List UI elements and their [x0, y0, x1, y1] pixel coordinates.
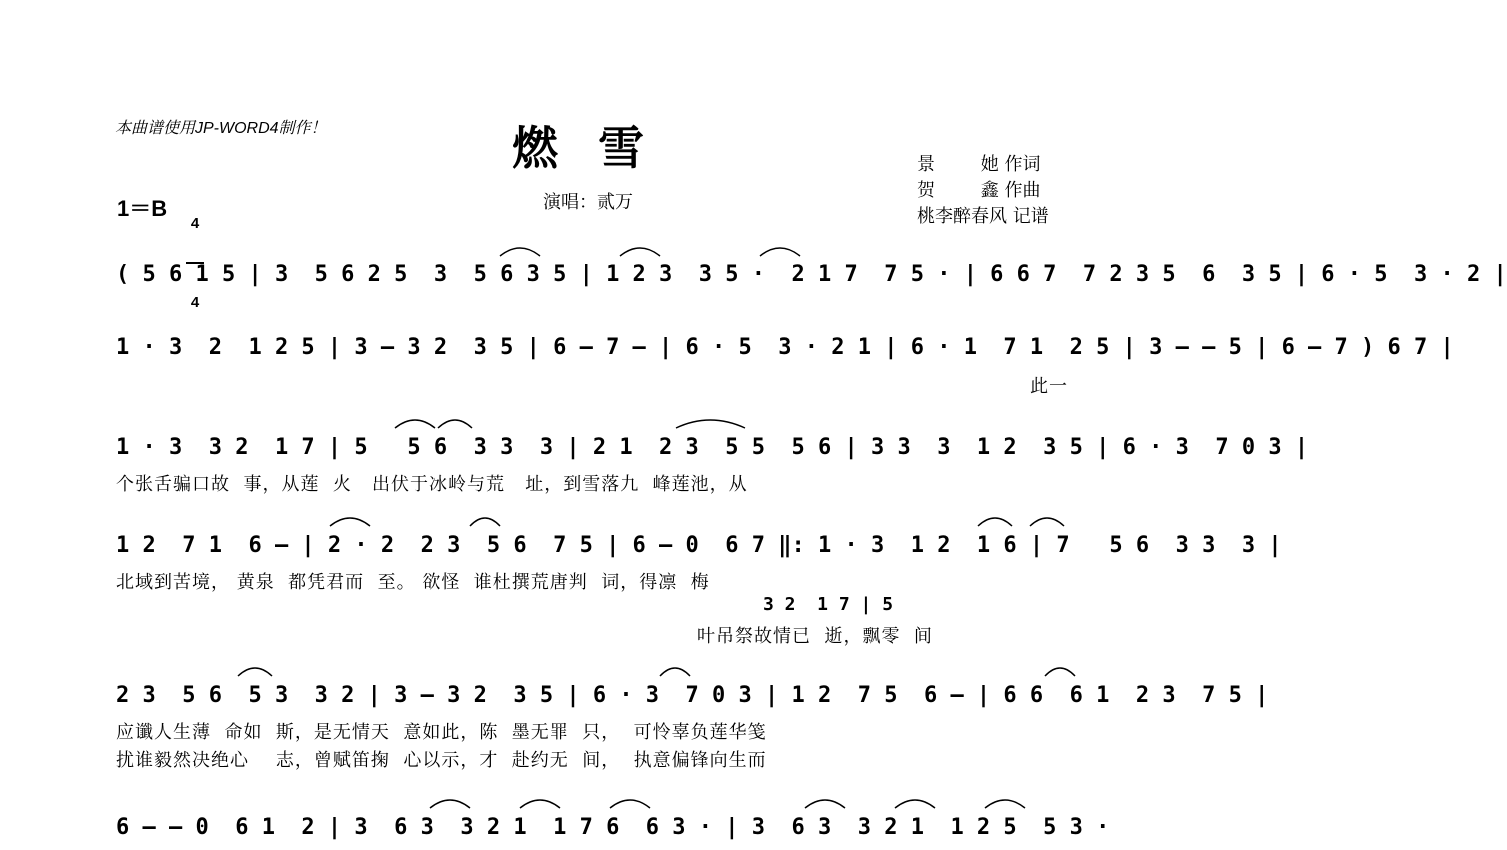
lyric-line-3: 个张舌骗口故 事，从莲 火 出伏于冰岭与荒 址，到雪落九 峰莲池，从 — [116, 474, 748, 495]
singer-credit: 演唱：贰万 — [543, 192, 633, 213]
lyric-line-4: 北域到苦境， 黄泉 都凭君而 至。 欲怪 谁杜撰荒唐判 词，得凛 梅 — [116, 572, 710, 593]
notation-line-3: 1 · 3 3 2 1 7 | 5 5 6 3 3 3 | 2 1 2 3 5 5 5 6 | 3 3 3 1 2 3 5 | 6 · 3 7 0 3 | — [116, 435, 1309, 460]
software-watermark: 本曲谱使用JP-WORD4制作！ — [115, 120, 327, 137]
lyric-line-5b: 扰谁毅然决绝心 志，曾赋笛掬 心以示，才 赴约无 间， 执意偏锋向生而 — [116, 750, 767, 771]
lyric-line-2: 此一 — [1030, 376, 1068, 397]
transcriber-credit: 桃李醉春风 记谱 — [917, 206, 1049, 227]
key-signature: 1＝B — [117, 196, 168, 221]
lyric-line-5a: 应谶人生薄 命如 斯，是无情天 意如此，陈 墨无罪 只， 可怜辜负莲华笺 — [116, 722, 767, 743]
lyric-line-4b: 叶吊祭故情已 逝，飘零 间 — [697, 626, 933, 647]
notation-line-1: ( 5 6 1 5 | 3 5 6 2 5 3 5 6 3 5 | 1 2 3 3 5 · 2 1 7 7 5 · | 6 6 7 7 2 3 5 6 3 5 | 6 · 5 3 · 2 | — [116, 262, 1507, 287]
time-signature-bottom: 4 — [190, 294, 200, 311]
notation-line-4: 1 2 7 1 6 – | 2 · 2 2 3 5 6 7 5 | 6 – 0 6 7 ‖: 1 · 3 1 2 1 6 | 7 5 6 3 3 3 | — [116, 533, 1282, 558]
notation-line-4b: 3 2 1 7 | 5 — [763, 594, 894, 615]
notation-line-5: 2 3 5 6 5 3 3 2 | 3 – 3 2 3 5 | 6 · 3 7 0 3 | 1 2 7 5 6 – | 6 6 6 1 2 3 7 5 | — [116, 683, 1269, 708]
time-signature-top: 4 — [190, 215, 200, 232]
notation-line-6: 6 – – 0 6 1 2 | 3 6 3 3 2 1 1 7 6 6 3 · | 3 6 3 3 2 1 1 2 5 5 3 · — [116, 815, 1110, 840]
song-title: 燃雪 — [512, 121, 684, 175]
composer-credit: 贺 鑫 作曲 — [917, 180, 1041, 201]
lyricist-credit: 景 她 作词 — [917, 154, 1041, 175]
notation-line-2: 1 · 3 2 1 2 5 | 3 – 3 2 3 5 | 6 – 7 – | 6 · 5 3 · 2 1 | 6 · 1 7 1 2 5 | 3 – – 5 | 6 – 7 ) 6 7 | — [116, 335, 1454, 360]
